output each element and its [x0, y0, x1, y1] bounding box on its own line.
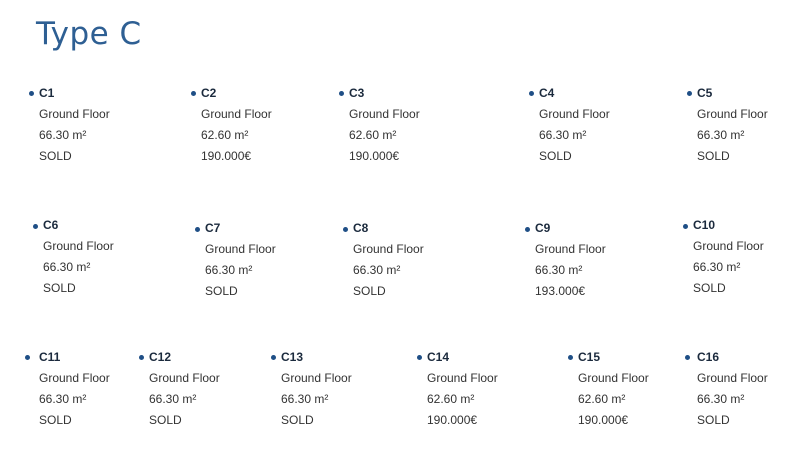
unit-status: 190.000€: [427, 413, 478, 427]
unit-area: 66.30 m²: [697, 128, 745, 142]
unit-code: C5: [697, 86, 713, 100]
unit-code: C10: [693, 218, 716, 232]
unit-floor: Ground Floor: [539, 107, 610, 121]
unit-area: 66.30 m²: [39, 128, 87, 142]
unit-code: C15: [578, 350, 601, 364]
unit-floor: Ground Floor: [697, 107, 768, 121]
unit-floor: Ground Floor: [205, 242, 276, 256]
unit-area: 66.30 m²: [693, 260, 741, 274]
bullet-icon: [25, 355, 30, 360]
unit-area: 66.30 m²: [535, 263, 583, 277]
unit-code: C7: [205, 221, 221, 235]
unit-code: C8: [353, 221, 369, 235]
bullet-icon: [191, 91, 196, 96]
bullet-icon: [568, 355, 573, 360]
unit-code: C12: [149, 350, 172, 364]
unit-area: 66.30 m²: [149, 392, 197, 406]
unit-area: 62.60 m²: [578, 392, 626, 406]
unit-floor: Ground Floor: [39, 107, 110, 121]
unit-floor: Ground Floor: [281, 371, 352, 385]
unit-floor: Ground Floor: [39, 371, 110, 385]
unit-code: C6: [43, 218, 59, 232]
unit-area: 66.30 m²: [697, 392, 745, 406]
unit-status: 193.000€: [535, 284, 586, 298]
bullet-icon: [195, 227, 200, 232]
unit-status: SOLD: [697, 413, 730, 427]
bullet-icon: [271, 355, 276, 360]
unit-code: C11: [39, 350, 61, 364]
unit-status: 190.000€: [201, 149, 252, 163]
unit-floor: Ground Floor: [578, 371, 649, 385]
unit-area: 66.30 m²: [205, 263, 253, 277]
unit-floor: Ground Floor: [149, 371, 220, 385]
unit-area: 66.30 m²: [39, 392, 87, 406]
unit-floor: Ground Floor: [43, 239, 114, 253]
unit-status: 190.000€: [578, 413, 629, 427]
unit-status: SOLD: [281, 413, 314, 427]
unit-area: 62.60 m²: [427, 392, 475, 406]
unit-status: SOLD: [539, 149, 572, 163]
bullet-icon: [687, 91, 692, 96]
bullet-icon: [525, 227, 530, 232]
unit-floor: Ground Floor: [353, 242, 424, 256]
unit-status: SOLD: [149, 413, 182, 427]
unit-area: 62.60 m²: [349, 128, 397, 142]
unit-code: C16: [697, 350, 720, 364]
unit-area: 62.60 m²: [201, 128, 249, 142]
unit-code: C14: [427, 350, 450, 364]
unit-floor: Ground Floor: [349, 107, 420, 121]
unit-code: C2: [201, 86, 217, 100]
unit-area: 66.30 m²: [43, 260, 91, 274]
bullet-icon: [139, 355, 144, 360]
unit-code: C9: [535, 221, 551, 235]
unit-code: C4: [539, 86, 555, 100]
unit-status: SOLD: [39, 413, 72, 427]
unit-status: SOLD: [205, 284, 238, 298]
unit-area: 66.30 m²: [353, 263, 401, 277]
page-title: Type C: [36, 16, 142, 52]
unit-status: SOLD: [43, 281, 76, 295]
unit-area: 66.30 m²: [539, 128, 587, 142]
unit-area: 66.30 m²: [281, 392, 329, 406]
unit-status: SOLD: [353, 284, 386, 298]
unit-code: C1: [39, 86, 55, 100]
unit-floor: Ground Floor: [201, 107, 272, 121]
bullet-icon: [417, 355, 422, 360]
bullet-icon: [343, 227, 348, 232]
unit-status: SOLD: [693, 281, 726, 295]
unit-code: C13: [281, 350, 304, 364]
bullet-icon: [33, 224, 38, 229]
unit-status: 190.000€: [349, 149, 400, 163]
bullet-icon: [685, 355, 690, 360]
bullet-icon: [529, 91, 534, 96]
bullet-icon: [683, 224, 688, 229]
unit-status: SOLD: [697, 149, 730, 163]
unit-status: SOLD: [39, 149, 72, 163]
unit-floor: Ground Floor: [535, 242, 606, 256]
unit-code: C3: [349, 86, 365, 100]
unit-floor: Ground Floor: [697, 371, 768, 385]
bullet-icon: [29, 91, 34, 96]
unit-floor: Ground Floor: [427, 371, 498, 385]
unit-floor: Ground Floor: [693, 239, 764, 253]
bullet-icon: [339, 91, 344, 96]
